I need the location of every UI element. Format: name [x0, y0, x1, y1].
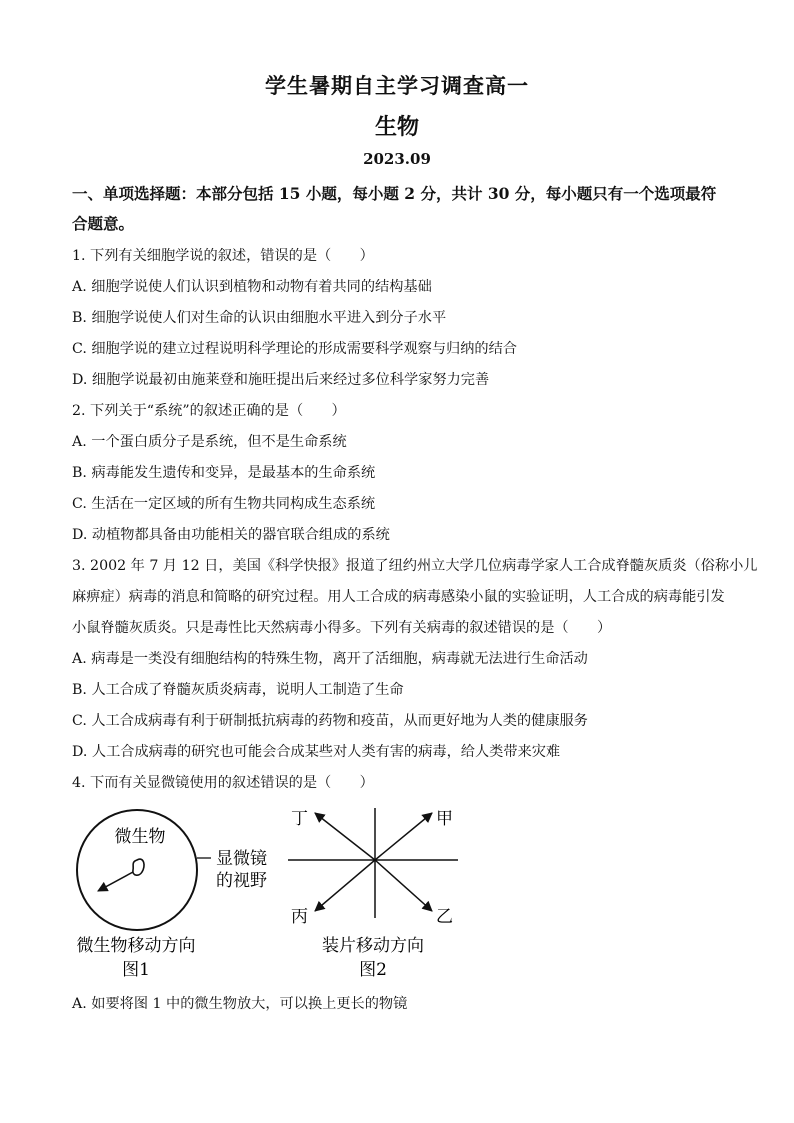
- figure-2-caption: 装片移动方向: [322, 936, 424, 956]
- question-4-option-a: A. 如要将图 1 中的微生物放大，可以换上更长的物镜: [72, 996, 408, 1012]
- microorganism-label: 微生物: [114, 827, 166, 847]
- direction-bing-label: 丙: [291, 907, 308, 927]
- question-4-stem: 4. 下而有关显微镜使用的叙述错误的是（ ）: [72, 775, 374, 791]
- question-3-stem: 3. 2002 年 7 月 12 日，美国《科学快报》报道了纽约州立大学几位病毒学家人工合成脊髓灰质炎（俗称小儿: [72, 558, 758, 574]
- section-heading: 一、单项选择题：本部分包括 15 小题，每小题 2 分，共计 30 分，每小题只有一个选项最符: [72, 184, 717, 203]
- question-1-option-a: A. 细胞学说使人们认识到植物和动物有着共同的结构基础: [72, 279, 432, 295]
- direction-yi-label: 乙: [436, 907, 453, 927]
- microscope-figure: [70, 800, 470, 990]
- question-3-option-a: A. 病毒是一类没有细胞结构的特殊生物，离开了活细胞，病毒就无法进行生命活动: [72, 651, 588, 667]
- question-2-option-b: B. 病毒能发生遗传和变异，是最基本的生命系统: [72, 465, 376, 481]
- question-1-stem: 1. 下列有关细胞学说的叙述，错误的是（ ）: [72, 248, 374, 264]
- exam-date: 2023.09: [363, 150, 431, 168]
- question-3-stem-end: 小鼠脊髓灰质炎。只是毒性比天然病毒小得多。下列有关病毒的叙述错误的是（ ）: [72, 620, 612, 636]
- field-label-line1: 显微镜: [216, 849, 267, 869]
- figure-2-number: 图2: [359, 960, 387, 980]
- question-2-option-a: A. 一个蛋白质分子是系统，但不是生命系统: [72, 434, 347, 450]
- arrow-bing: [315, 860, 375, 911]
- question-1-option-b: B. 细胞学说使人们对生命的认识由细胞水平进入到分子水平: [72, 310, 447, 326]
- microorganism-move-arrow: [98, 872, 133, 891]
- figure-1-caption: 微生物移动方向: [76, 936, 196, 956]
- question-2-option-c: C. 生活在一定区域的所有生物共同构成生态系统: [72, 496, 376, 512]
- question-1-option-c: C. 细胞学说的建立过程说明科学理论的形成需要科学观察与归纳的结合: [72, 341, 517, 357]
- question-2-stem: 2. 下列关于“系统”的叙述正确的是（ ）: [72, 403, 346, 419]
- arrow-ding: [315, 813, 375, 860]
- microorganism-shape: [133, 859, 144, 875]
- figure-1-number: 图1: [122, 960, 150, 980]
- subject-title: 生物: [374, 114, 419, 140]
- question-3-option-b: B. 人工合成了脊髓灰质炎病毒，说明人工制造了生命: [72, 682, 404, 698]
- field-label-line2: 的视野: [216, 871, 267, 891]
- direction-jia-label: 甲: [436, 809, 453, 829]
- exam-title: 学生暑期自主学习调查高一: [265, 73, 529, 98]
- question-2-option-d: D. 动植物都具备由功能相关的器官联合组成的系统: [72, 527, 390, 543]
- arrow-yi: [375, 860, 432, 911]
- question-3-option-c: C. 人工合成病毒有利于研制抵抗病毒的药物和疫苗，从而更好地为人类的健康服务: [72, 713, 588, 729]
- question-3-option-d: D. 人工合成病毒的研究也可能会合成某些对人类有害的病毒，给人类带来灾难: [72, 744, 561, 760]
- arrow-jia: [375, 813, 432, 860]
- question-3-stem-cont: 麻痹症）病毒的消息和简略的研究过程。用人工合成的病毒感染小鼠的实验证明，人工合成的病毒能引发: [72, 589, 725, 605]
- section-heading-cont: 合题意。: [72, 214, 135, 233]
- direction-ding-label: 丁: [291, 809, 308, 829]
- question-1-option-d: D. 细胞学说最初由施莱登和施旺提出后来经过多位科学家努力完善: [72, 372, 490, 388]
